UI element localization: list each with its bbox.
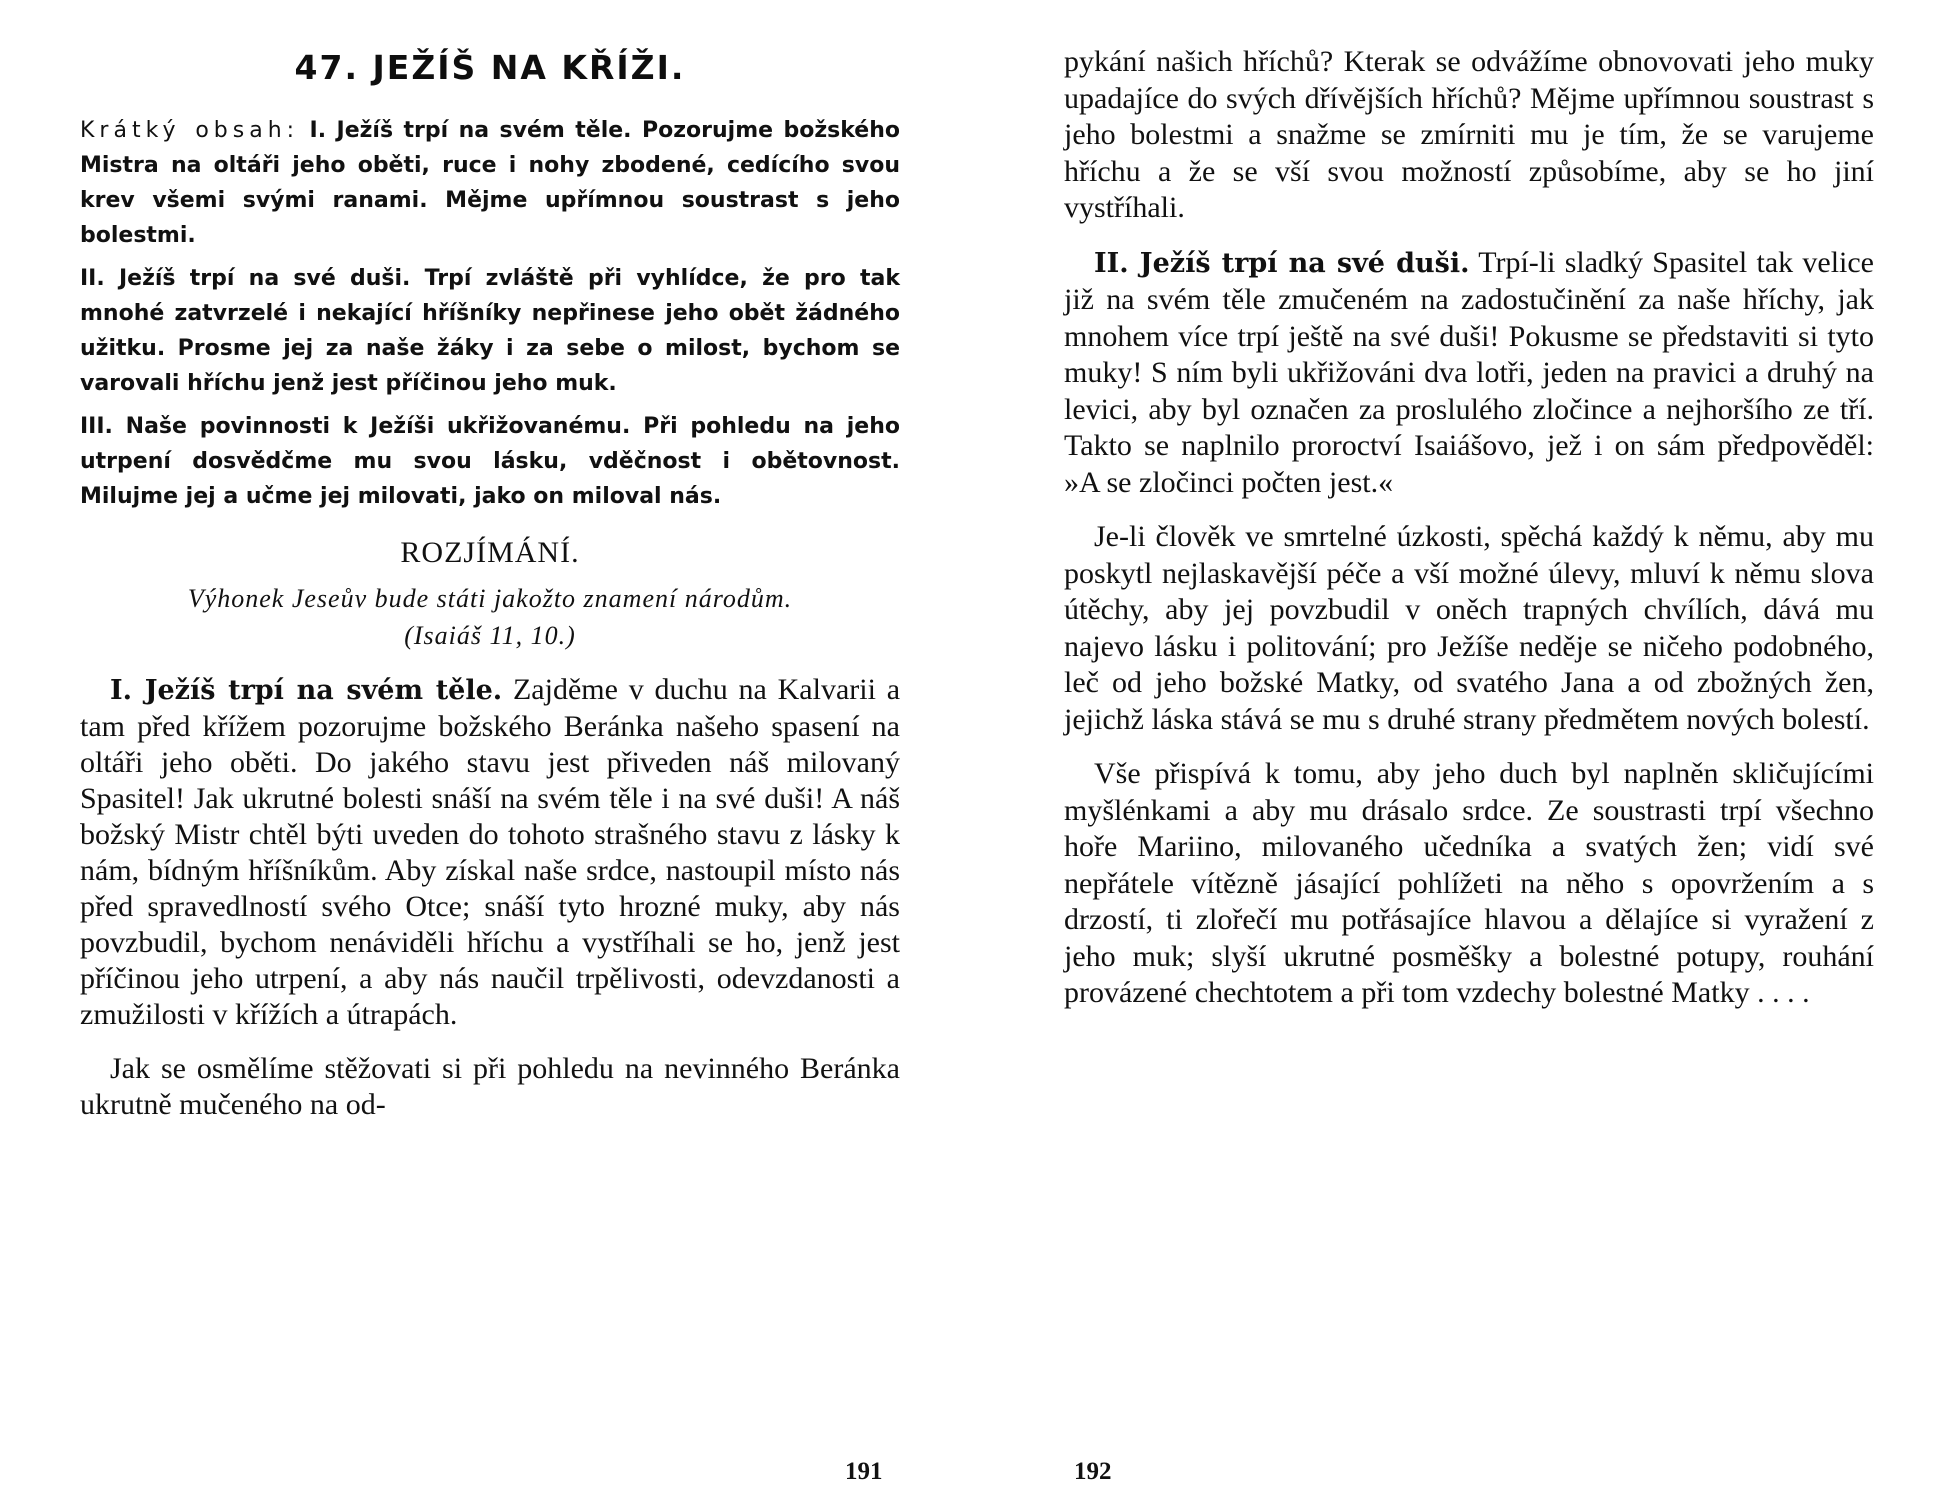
summary-text-1: Pozorujme božského Mistra na oltáři jeho oběti, ruce i nohy zbodené, cedícího svou krev všemi svými ranami. Mějme upřímnou soustrast s jeho bolestmi.	[80, 118, 900, 248]
summary-lead-1: I. Ježíš trpí na svém těle.	[309, 118, 632, 143]
right-paragraph-2-text: Trpí-li sladký Spasitel tak velice již na svém těle zmučeném na zadostučinění za naše hříchy, jak mnohem více trpí ještě na své duši! Pokusme se představiti si tyto muky! S ním byli ukřižováni dva lotři, jeden na pravici a druhý na levici, aby byl označen za proslulého zločince a nejhoršího ze tří. Takto se naplnilo proroctví Isaiášovo, jež i on sám předpověděl: »A se zločinci počten jest.«	[1064, 245, 1875, 499]
right-paragraph-1: pykání našich hříchů? Kterak se odvážíme obnovovati jeho muky upadajíce do svých dřívějších hříchů? Mějme upřímnou soustrast s jeho bolestmi a snažme se zmírniti mu je tím, že se varujeme hříchu a že se vší svou možností způsobíme, aby se ho jiní vystříhali.	[1064, 45, 1874, 224]
motto-citation: (Isaiáš 11, 10.)	[404, 621, 576, 650]
summary-lead-3: III. Naše povinnosti k Ježíši ukřižovanému.	[80, 414, 631, 439]
summary-item-2	[80, 261, 900, 401]
page-number-left: 191	[845, 1458, 883, 1485]
chapter-title: 47. JEŽÍŠ NA KŘÍŽI.	[294, 48, 686, 87]
motto	[80, 580, 900, 654]
summary-lead-2: II. Ježíš trpí na své duši.	[80, 266, 411, 291]
page-number-right: 192	[1074, 1458, 1112, 1485]
left-paragraph-1	[80, 672, 900, 1033]
summary-item-3	[80, 409, 900, 514]
left-paragraph-1-text: Zajděme v duchu na Kalvarii a tam před křížem pozorujme božského Beránka našeho spasení na oltáři jeho oběti. Do jakého stavu jest přiveden náš milovaný Spasitel! Jak ukrutné bolesti snáší na svém těle i na své duši! A náš božský Mistr chtěl býti uveden do tohoto strašného stavu z lásky k nám, bídným hříšníkům. Aby získal naše srdce, nastoupil místo nás před spravedlností svého Otce; snáší tyto hrozné muky, aby nás povzbudil, bychom nenáviděli hříchu a vystříhali se ho, jenž jest příčinou jeho utrpení, a aby nás naučil trpělivosti, odevzdanosti a zmužilosti v křížích a útrapách.	[80, 673, 901, 1031]
summary-text-3: Při pohledu na jeho utrpení dosvědčme mu svou lásku, vděčnost i obětovnost. Milujme jej a učme jej milovati, jako on miloval nás.	[80, 414, 901, 509]
summary-item-1	[80, 113, 900, 253]
right-paragraph-2	[1064, 245, 1874, 502]
summary-text-2: Trpí zvláště při vyhlídce, že pro tak mnohé zatvrzelé i nekající hříšníky nepřinese jeho obět žádného užitku. Prosme jej za naše žáky i za sebe o milost, bychom se varovali hříchu jenž jest příčinou jeho muk.	[80, 266, 900, 396]
summary	[80, 113, 900, 514]
left-paragraph-2: Jak se osmělíme stěžovati si při pohledu na nevinného Beránka ukrutně mučeného na od-	[80, 1052, 900, 1121]
summary-label: Krátký obsah:	[80, 118, 300, 143]
right-page	[1064, 0, 1874, 1500]
right-paragraph-2-lead: II. Ježíš trpí na své duši.	[1094, 247, 1470, 279]
right-paragraph-3: Je-li člověk ve smrtelné úzkosti, spěchá každý k němu, aby mu poskytl nejlaskavější péče a vší možné úlevy, mluví k němu slova útěchy, aby jej povzbudil v oněch trapných chvílích, dává mu najevo lásku i politování; pro Ježíše neděje se ničeho podobného, leč od jeho božské Matky, od svatého Jana a od zbožných žen, jejichž láska stává se mu s druhé strany předmětem nových bolestí.	[1064, 520, 1874, 736]
right-paragraph-4: Vše přispívá k tomu, aby jeho duch byl naplněn skličujícími myšlénkami a aby mu drásalo srdce. Ze soustrasti trpí všechno hoře Mariino, milovaného učedníka a svatých žen; vidí své nepřátele vítězně jásající pohlížeti na něho s opovržením a s drzostí, ti zlořečí mu potřásajíce hlavou a dělajíce si vyražení z jeho muk; slyší ukrutné posměšky a bolestné potupy, rouhání provázené chechtotem a při tom vzdechy bolestné Matky . . . .	[1064, 757, 1874, 1009]
left-page	[80, 0, 900, 1500]
motto-line: Výhonek Jeseův bude státi jakožto znamení národům.	[187, 584, 793, 613]
meditation-heading: ROZJÍMÁNÍ.	[400, 536, 580, 569]
left-paragraph-1-lead: I. Ježíš trpí na svém těle.	[110, 675, 503, 706]
